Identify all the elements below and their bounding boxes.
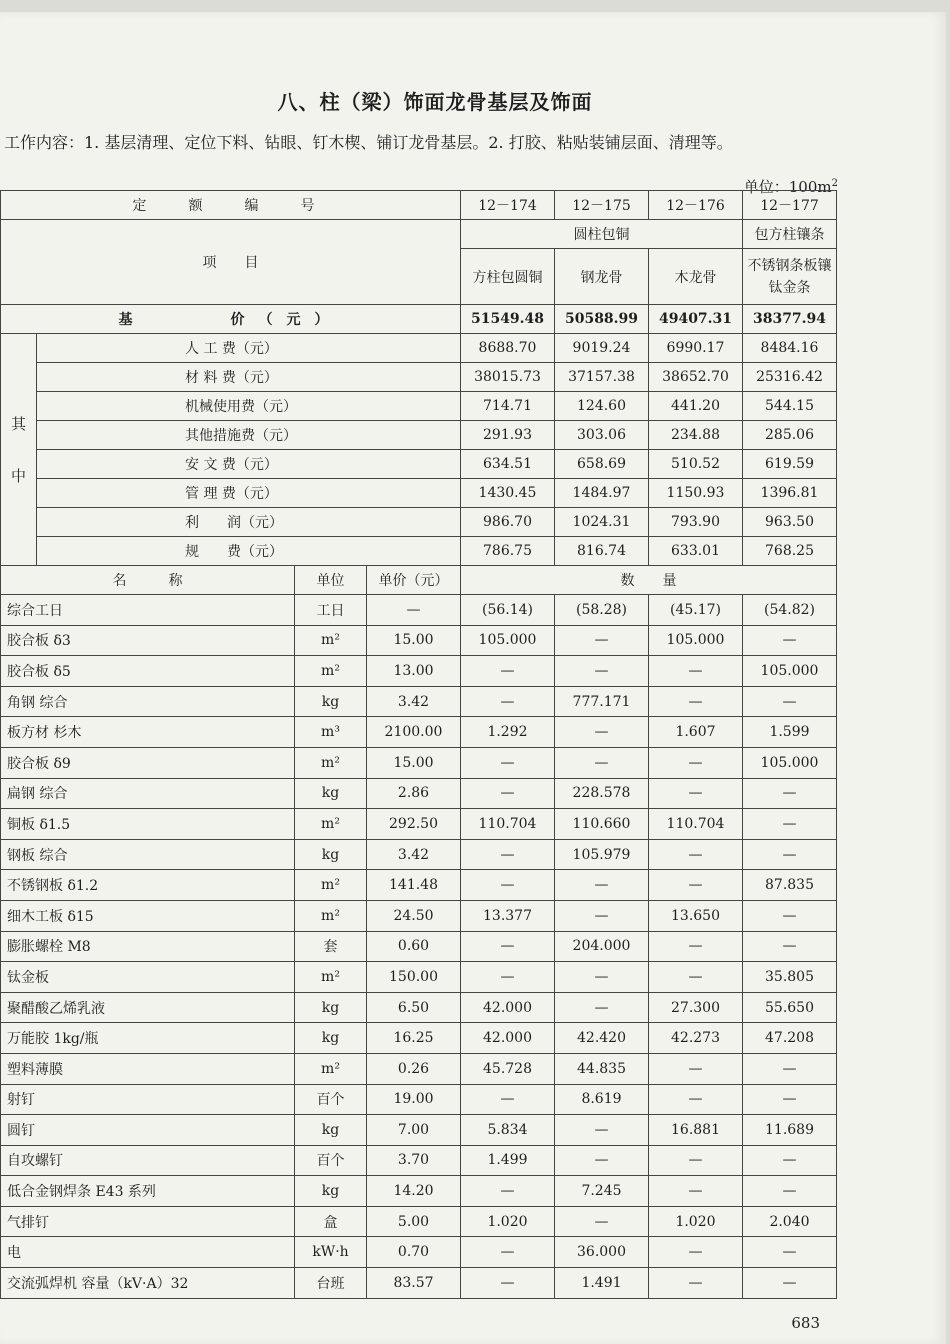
code-176: 12－176 [649, 191, 743, 220]
resource-price: 6.50 [367, 992, 461, 1023]
resource-quantity: — [743, 1145, 837, 1176]
resource-quantity: 1.607 [649, 717, 743, 748]
resource-price: 141.48 [367, 870, 461, 901]
resource-quantity: 8.619 [555, 1084, 649, 1115]
resource-quantity: — [743, 809, 837, 840]
resource-name: 交流弧焊机 容量（kV·A）32 [1, 1268, 295, 1299]
resource-row [1, 747, 837, 778]
resource-row [1, 1115, 837, 1146]
resource-quantity: 228.578 [555, 778, 649, 809]
resource-quantity: — [555, 870, 649, 901]
resource-quantity: — [461, 656, 555, 687]
resource-name: 铜板 δ1.5 [1, 809, 295, 840]
resource-price: 0.60 [367, 931, 461, 962]
sub-cost-row [1, 508, 837, 537]
resource-price: 15.00 [367, 625, 461, 656]
resource-quantity: — [649, 1053, 743, 1084]
resource-row [1, 1237, 837, 1268]
resource-row [1, 1053, 837, 1084]
sub-cost-label: 安 文 费（元） [37, 450, 461, 479]
resource-unit: m² [295, 962, 367, 993]
resource-name: 胶合板 δ5 [1, 656, 295, 687]
resource-quantity: — [743, 1176, 837, 1207]
sub-cost-row [1, 537, 837, 566]
resource-price: 0.70 [367, 1237, 461, 1268]
base-price-177: 38377.94 [743, 305, 837, 334]
code-174: 12－174 [461, 191, 555, 220]
unit-sup: 2 [831, 178, 838, 189]
resource-row [1, 778, 837, 809]
resource-row [1, 839, 837, 870]
resource-price: 3.70 [367, 1145, 461, 1176]
resource-name: 射钉 [1, 1084, 295, 1115]
resource-quantity: — [461, 870, 555, 901]
base-price-174: 51549.48 [461, 305, 555, 334]
resource-unit: kg [295, 778, 367, 809]
sub-cost-label: 规 费（元） [37, 537, 461, 566]
resource-quantity: — [649, 1268, 743, 1299]
resource-quantity: — [649, 747, 743, 778]
resource-quantity: — [649, 778, 743, 809]
resource-quantity: 16.881 [649, 1115, 743, 1146]
resource-name-header: 名 称 [1, 566, 295, 595]
resource-quantity: — [649, 686, 743, 717]
resource-quantity: 42.000 [461, 992, 555, 1023]
resource-quantity: 42.273 [649, 1023, 743, 1054]
resource-row [1, 1023, 837, 1054]
resource-quantity: — [743, 625, 837, 656]
resource-quantity: 110.704 [649, 809, 743, 840]
resource-name: 综合工日 [1, 595, 295, 626]
resource-quantity: — [743, 686, 837, 717]
resource-quantity: 105.000 [743, 656, 837, 687]
resource-unit: 百个 [295, 1145, 367, 1176]
resource-quantity: 42.420 [555, 1023, 649, 1054]
resource-quantity: — [555, 1145, 649, 1176]
resource-quantity: 44.835 [555, 1053, 649, 1084]
resource-quantity: 1.292 [461, 717, 555, 748]
resource-price: 2.86 [367, 778, 461, 809]
base-price-label: 基 价（元） [1, 305, 461, 334]
resource-unit: 套 [295, 931, 367, 962]
resource-unit: 工日 [295, 595, 367, 626]
sub-cost-value: 786.75 [461, 537, 555, 566]
sub-cost-value: 38652.70 [649, 363, 743, 392]
resource-row [1, 931, 837, 962]
resource-quantity: — [743, 778, 837, 809]
resource-quantity: (45.17) [649, 595, 743, 626]
item-176: 木龙骨 [649, 249, 743, 305]
sub-cost-value: 1396.81 [743, 479, 837, 508]
item-174: 方柱包圆铜 [461, 249, 555, 305]
resource-quantity: — [555, 992, 649, 1023]
sub-cost-value: 291.93 [461, 421, 555, 450]
resource-row [1, 1268, 837, 1299]
code-175: 12－175 [555, 191, 649, 220]
sub-cost-label: 机械使用费（元） [37, 392, 461, 421]
quota-table-body [1, 191, 837, 1299]
resource-quantity: — [555, 747, 649, 778]
sub-cost-value: 1150.93 [649, 479, 743, 508]
resource-price: 5.00 [367, 1206, 461, 1237]
resource-quantity: 7.245 [555, 1176, 649, 1207]
resource-row [1, 595, 837, 626]
resource-row [1, 1206, 837, 1237]
sub-cost-value: 8688.70 [461, 334, 555, 363]
resource-quantity: — [555, 656, 649, 687]
resource-row [1, 717, 837, 748]
resource-price: 292.50 [367, 809, 461, 840]
sub-cost-row [1, 392, 837, 421]
sub-cost-value: 1024.31 [555, 508, 649, 537]
resource-unit: m³ [295, 717, 367, 748]
resource-quantity: 11.689 [743, 1115, 837, 1146]
sub-cost-value: 634.51 [461, 450, 555, 479]
item-label: 项 目 [1, 220, 461, 305]
sub-cost-value: 816.74 [555, 537, 649, 566]
sub-cost-value: 234.88 [649, 421, 743, 450]
code-row [1, 191, 837, 220]
resource-quantity: — [743, 931, 837, 962]
resource-name: 万能胶 1kg/瓶 [1, 1023, 295, 1054]
quota-table [0, 190, 837, 1299]
sub-cost-value: 963.50 [743, 508, 837, 537]
resource-price: 83.57 [367, 1268, 461, 1299]
resource-quantity: — [649, 1176, 743, 1207]
resource-price: 2100.00 [367, 717, 461, 748]
qizhong-char: 中 [10, 466, 26, 485]
sub-cost-row [1, 450, 837, 479]
resource-quantity: — [555, 900, 649, 931]
resource-name: 低合金钢焊条 E43 系列 [1, 1176, 295, 1207]
resource-quantity: 1.491 [555, 1268, 649, 1299]
resource-quantity: — [461, 1237, 555, 1268]
resource-quantity: 1.499 [461, 1145, 555, 1176]
resource-name: 细木工板 δ15 [1, 900, 295, 931]
resource-unit: m² [295, 870, 367, 901]
resource-name: 角钢 综合 [1, 686, 295, 717]
resource-unit: kg [295, 686, 367, 717]
resource-unit: kW·h [295, 1237, 367, 1268]
resource-quantity: 35.805 [743, 962, 837, 993]
resource-quantity: — [555, 1115, 649, 1146]
resource-quantity: — [461, 686, 555, 717]
sub-cost-value: 768.25 [743, 537, 837, 566]
resource-quantity: — [649, 1145, 743, 1176]
resource-quantity: — [461, 1176, 555, 1207]
resource-quantity: 110.704 [461, 809, 555, 840]
resource-price: 3.42 [367, 839, 461, 870]
base-price-row [1, 305, 837, 334]
resource-row [1, 900, 837, 931]
resource-price: 7.00 [367, 1115, 461, 1146]
resource-quantity: — [461, 1084, 555, 1115]
resource-unit: 百个 [295, 1084, 367, 1115]
group-round-copper: 圆柱包铜 [461, 220, 743, 249]
resource-qty-header: 数 量 [461, 566, 837, 595]
resource-quantity: — [649, 870, 743, 901]
resource-quantity: — [743, 1084, 837, 1115]
sub-cost-label: 人 工 费（元） [37, 334, 461, 363]
resource-quantity: — [649, 931, 743, 962]
sub-cost-value: 9019.24 [555, 334, 649, 363]
sub-cost-label: 利 润（元） [37, 508, 461, 537]
resource-quantity: — [743, 1237, 837, 1268]
resource-quantity: — [649, 962, 743, 993]
work-content: 工作内容：1. 基层清理、定位下料、钻眼、钉木楔、铺订龙骨基层。2. 打胶、粘贴装铺层面、清理等。 [4, 133, 733, 152]
sub-cost-value: 8484.16 [743, 334, 837, 363]
resource-name: 不锈钢板 δ1.2 [1, 870, 295, 901]
sub-cost-label: 管 理 费（元） [37, 479, 461, 508]
sub-cost-value: 285.06 [743, 421, 837, 450]
sub-cost-value: 633.01 [649, 537, 743, 566]
resource-unit: kg [295, 839, 367, 870]
resource-quantity: 13.377 [461, 900, 555, 931]
code-177: 12－177 [743, 191, 837, 220]
resource-price: 14.20 [367, 1176, 461, 1207]
resource-name: 气排钉 [1, 1206, 295, 1237]
resource-quantity: (58.28) [555, 595, 649, 626]
resource-quantity: 1.599 [743, 717, 837, 748]
resource-unit: kg [295, 1115, 367, 1146]
resource-name: 聚醋酸乙烯乳液 [1, 992, 295, 1023]
resource-price: 150.00 [367, 962, 461, 993]
resource-quantity: 777.171 [555, 686, 649, 717]
resource-quantity: 105.979 [555, 839, 649, 870]
resource-quantity: 105.000 [461, 625, 555, 656]
sub-cost-value: 303.06 [555, 421, 649, 450]
resource-price-header: 单价（元） [367, 566, 461, 595]
resource-price: 16.25 [367, 1023, 461, 1054]
resource-quantity: 36.000 [555, 1237, 649, 1268]
resource-quantity: — [649, 1084, 743, 1115]
resource-quantity: — [555, 962, 649, 993]
resource-quantity: 42.000 [461, 1023, 555, 1054]
resource-unit: m² [295, 900, 367, 931]
resource-quantity: — [743, 1053, 837, 1084]
resource-quantity: (56.14) [461, 595, 555, 626]
resource-name: 胶合板 δ3 [1, 625, 295, 656]
sub-cost-value: 619.59 [743, 450, 837, 479]
resource-row [1, 809, 837, 840]
resource-price: 3.42 [367, 686, 461, 717]
page-title: 八、柱（梁）饰面龙骨基层及饰面 [277, 90, 593, 114]
page-number: 683 [791, 1314, 820, 1332]
resource-quantity: — [743, 839, 837, 870]
resource-name: 电 [1, 1237, 295, 1268]
sub-cost-row [1, 479, 837, 508]
resource-quantity: 1.020 [649, 1206, 743, 1237]
resource-name: 钢板 综合 [1, 839, 295, 870]
resource-row [1, 1145, 837, 1176]
item-175: 钢龙骨 [555, 249, 649, 305]
code-label: 定 额 编 号 [1, 191, 461, 220]
resource-price: 24.50 [367, 900, 461, 931]
resource-row [1, 1084, 837, 1115]
resource-quantity: — [555, 1206, 649, 1237]
item-177: 不锈钢条板镶钛金条 [743, 249, 837, 305]
sub-cost-row [1, 334, 837, 363]
resource-quantity: — [461, 931, 555, 962]
sub-cost-row [1, 421, 837, 450]
resource-quantity: 105.000 [649, 625, 743, 656]
sub-cost-value: 124.60 [555, 392, 649, 421]
sub-cost-value: 986.70 [461, 508, 555, 537]
resource-quantity: 105.000 [743, 747, 837, 778]
resource-row [1, 962, 837, 993]
sub-cost-value: 544.15 [743, 392, 837, 421]
document-page [0, 12, 946, 1344]
sub-cost-value: 658.69 [555, 450, 649, 479]
sub-cost-value: 510.52 [649, 450, 743, 479]
resource-quantity: — [649, 1237, 743, 1268]
resource-name: 自攻螺钉 [1, 1145, 295, 1176]
resource-unit: 盒 [295, 1206, 367, 1237]
resource-unit: m² [295, 625, 367, 656]
resource-name: 胶合板 δ9 [1, 747, 295, 778]
resource-unit: m² [295, 1053, 367, 1084]
resource-price: 13.00 [367, 656, 461, 687]
resource-quantity: 110.660 [555, 809, 649, 840]
resource-name: 钛金板 [1, 962, 295, 993]
resource-quantity: 2.040 [743, 1206, 837, 1237]
resource-quantity: — [555, 717, 649, 748]
qizhong-label [1, 334, 37, 566]
resource-quantity: — [461, 962, 555, 993]
sub-cost-value: 6990.17 [649, 334, 743, 363]
resource-unit: m² [295, 747, 367, 778]
group-row [1, 220, 837, 249]
resource-row [1, 1176, 837, 1207]
resource-row [1, 625, 837, 656]
resource-row [1, 870, 837, 901]
sub-cost-value: 37157.38 [555, 363, 649, 392]
resource-quantity: 5.834 [461, 1115, 555, 1146]
resource-unit: kg [295, 1176, 367, 1207]
resource-price: 0.26 [367, 1053, 461, 1084]
resource-unit: kg [295, 992, 367, 1023]
resource-name: 圆钉 [1, 1115, 295, 1146]
resource-unit: m² [295, 809, 367, 840]
sub-cost-value: 1484.97 [555, 479, 649, 508]
sub-cost-row [1, 363, 837, 392]
resource-price: 19.00 [367, 1084, 461, 1115]
unit-text: 单位：100m [743, 178, 832, 196]
resource-quantity: — [743, 1268, 837, 1299]
resource-quantity: 13.650 [649, 900, 743, 931]
resource-quantity: 87.835 [743, 870, 837, 901]
resource-quantity: 45.728 [461, 1053, 555, 1084]
sub-cost-label: 材 料 费（元） [37, 363, 461, 392]
resource-quantity: (54.82) [743, 595, 837, 626]
resource-quantity: — [649, 656, 743, 687]
sub-cost-value: 793.90 [649, 508, 743, 537]
resource-name: 扁钢 综合 [1, 778, 295, 809]
base-price-176: 49407.31 [649, 305, 743, 334]
sub-cost-value: 1430.45 [461, 479, 555, 508]
resource-quantity: — [743, 900, 837, 931]
resource-quantity: — [461, 778, 555, 809]
resource-row [1, 992, 837, 1023]
resource-quantity: — [555, 625, 649, 656]
resource-name: 塑料薄膜 [1, 1053, 295, 1084]
resource-quantity: 55.650 [743, 992, 837, 1023]
resource-quantity: — [461, 839, 555, 870]
resource-quantity: — [649, 839, 743, 870]
resource-row [1, 686, 837, 717]
sub-cost-value: 714.71 [461, 392, 555, 421]
resource-quantity: — [461, 1268, 555, 1299]
resource-quantity: — [461, 747, 555, 778]
resource-unit: kg [295, 1023, 367, 1054]
qizhong-char: 其 [10, 414, 26, 433]
resource-quantity: 47.208 [743, 1023, 837, 1054]
resource-row [1, 656, 837, 687]
resource-price: 15.00 [367, 747, 461, 778]
resource-name: 板方材 杉木 [1, 717, 295, 748]
resource-price: — [367, 595, 461, 626]
resource-quantity: 1.020 [461, 1206, 555, 1237]
resource-quantity: 204.000 [555, 931, 649, 962]
resource-header-row [1, 566, 837, 595]
resource-quantity: 27.300 [649, 992, 743, 1023]
sub-cost-value: 25316.42 [743, 363, 837, 392]
sub-cost-value: 38015.73 [461, 363, 555, 392]
resource-unit: m² [295, 656, 367, 687]
resource-unit-header: 单位 [295, 566, 367, 595]
base-price-175: 50588.99 [555, 305, 649, 334]
sub-cost-label: 其他措施费（元） [37, 421, 461, 450]
resource-name: 膨胀螺栓 M8 [1, 931, 295, 962]
sub-cost-value: 441.20 [649, 392, 743, 421]
group-square-strip: 包方柱镶条 [743, 220, 837, 249]
resource-unit: 台班 [295, 1268, 367, 1299]
